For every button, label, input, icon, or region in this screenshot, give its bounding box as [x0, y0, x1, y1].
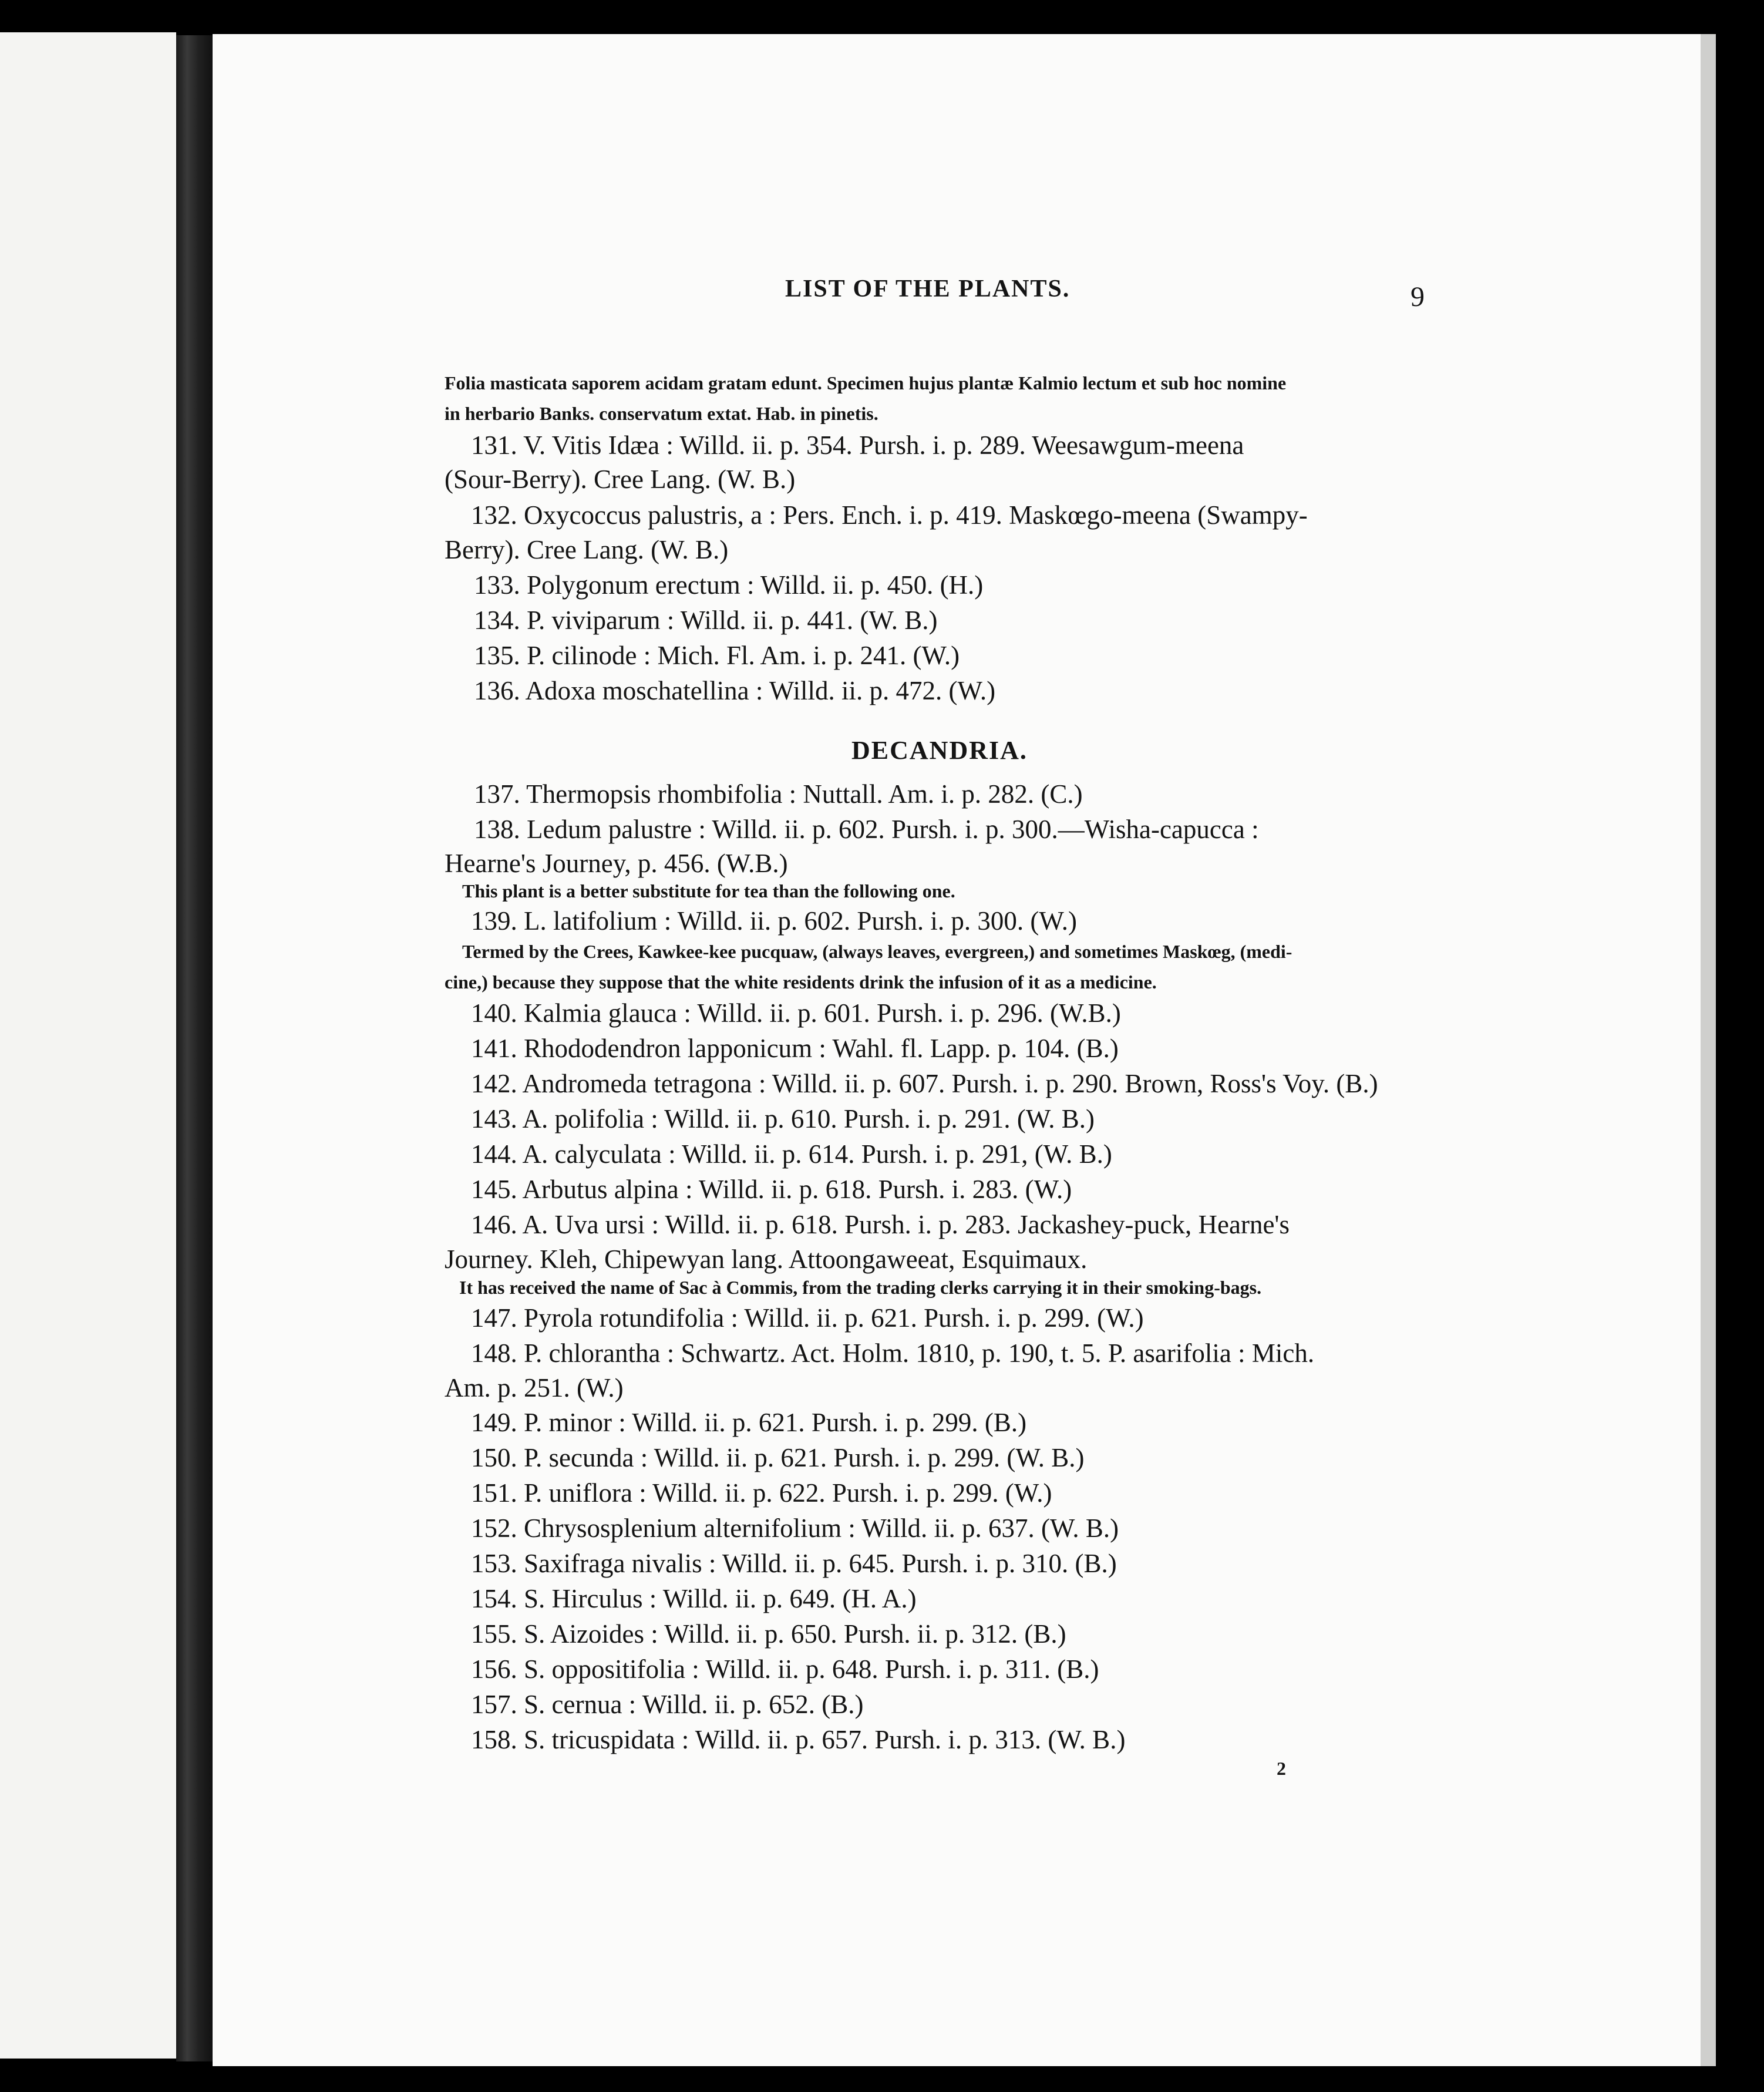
text-line: (Sour-Berry). Cree Lang. (W. B.)	[445, 465, 796, 494]
text-line: 137. Thermopsis rhombifolia : Nuttall. Am. i. p. 282. (C.)	[474, 779, 1083, 809]
text-line: cine,) because they suppose that the white residents drink the infusion of it as a medicine.	[445, 971, 1157, 993]
text-line: Journey. Kleh, Chipewyan lang. Attoongaweeat, Esquimaux.	[445, 1245, 1088, 1274]
text-line: 133. Polygonum erectum : Willd. ii. p. 450. (H.)	[474, 570, 984, 600]
text-line: 145. Arbutus alpina : Willd. ii. p. 618. Pursh. i. 283. (W.)	[471, 1175, 1072, 1204]
text-line: 147. Pyrola rotundifolia : Willd. ii. p. 621. Pursh. i. p. 299. (W.)	[471, 1303, 1144, 1333]
facing-page-edge	[0, 32, 176, 2059]
text-line: Berry). Cree Lang. (W. B.)	[445, 535, 729, 564]
text-line: 144. A. calyculata : Willd. ii. p. 614. Pursh. i. p. 291, (W. B.)	[471, 1139, 1112, 1169]
text-line: 142. Andromeda tetragona : Willd. ii. p. 607. Pursh. i. p. 290. Brown, Ross's Voy. (B.)	[471, 1069, 1378, 1098]
text-line: This plant is a better substitute for tea than the following one.	[462, 880, 955, 902]
text-line: 141. Rhododendron lapponicum : Wahl. fl. Lapp. p. 104. (B.)	[471, 1034, 1119, 1063]
book-gutter	[176, 35, 213, 2061]
text-line: 154. S. Hirculus : Willd. ii. p. 649. (H. A.)	[471, 1584, 917, 1613]
text-line: Hearne's Journey, p. 456. (W.B.)	[445, 849, 788, 878]
page-number: 9	[1410, 281, 1425, 312]
text-line: 156. S. oppositifolia : Willd. ii. p. 648. Pursh. i. p. 311. (B.)	[471, 1654, 1099, 1684]
text-line: 158. S. tricuspidata : Willd. ii. p. 657. Pursh. i. p. 313. (W. B.)	[471, 1725, 1126, 1754]
text-line: 139. L. latifolium : Willd. ii. p. 602. Pursh. i. p. 300. (W.)	[471, 906, 1077, 936]
text-line: 148. P. chlorantha : Schwartz. Act. Holm. 1810, p. 190, t. 5. P. asarifolia : Mich.	[471, 1338, 1315, 1368]
text-line: 151. P. uniflora : Willd. ii. p. 622. Pursh. i. p. 299. (W.)	[471, 1478, 1052, 1508]
text-line: 134. P. viviparum : Willd. ii. p. 441. (W. B.)	[474, 606, 938, 635]
text-line: 136. Adoxa moschatellina : Willd. ii. p. 472. (W.)	[474, 676, 996, 705]
text-line: Folia masticata saporem acidam gratam edunt. Specimen hujus plantæ Kalmio lectum et sub hoc nomine	[445, 372, 1287, 393]
signature-mark: 2	[1277, 1758, 1286, 1779]
text-line: 131. V. Vitis Idæa : Willd. ii. p. 354. Pursh. i. p. 289. Weesawgum-meena	[471, 430, 1244, 460]
text-line: 155. S. Aizoides : Willd. ii. p. 650. Pursh. ii. p. 312. (B.)	[471, 1619, 1066, 1649]
running-head	[213, 275, 1701, 322]
text-line: in herbario Banks. conservatum extat. Hab. in pinetis.	[445, 403, 878, 424]
text-line: 153. Saxifraga nivalis : Willd. ii. p. 645. Pursh. i. p. 310. (B.)	[471, 1549, 1117, 1578]
book-page	[213, 34, 1716, 2066]
text-line: 143. A. polifolia : Willd. ii. p. 610. Pursh. i. p. 291. (W. B.)	[471, 1104, 1095, 1134]
section-heading: DECANDRIA.	[851, 736, 1028, 765]
text-line: Termed by the Crees, Kawkee-kee pucquaw, (always leaves, evergreen,) and sometimes Maskœg, (medi-	[462, 941, 1292, 962]
text-line: 146. A. Uva ursi : Willd. ii. p. 618. Pursh. i. p. 283. Jackashey-puck, Hearne's	[471, 1210, 1290, 1239]
text-line: 149. P. minor : Willd. ii. p. 621. Pursh. i. p. 299. (B.)	[471, 1408, 1027, 1437]
text-line: 152. Chrysosplenium alternifolium : Willd. ii. p. 637. (W. B.)	[471, 1513, 1119, 1543]
running-title: LIST OF THE PLANTS.	[785, 275, 1070, 302]
page-text	[213, 34, 1701, 2066]
text-line: 132. Oxycoccus palustris, a : Pers. Ench. i. p. 419. Maskœgo-meena (Swampy-	[471, 500, 1308, 530]
text-line: Am. p. 251. (W.)	[445, 1373, 624, 1402]
text-line: 138. Ledum palustre : Willd. ii. p. 602. Pursh. i. p. 300.—Wisha-capucca :	[474, 815, 1259, 844]
text-line: 150. P. secunda : Willd. ii. p. 621. Pursh. i. p. 299. (W. B.)	[471, 1443, 1085, 1472]
text-line: It has received the name of Sac à Commis, from the trading clerks carrying it in their smoking-bags.	[459, 1277, 1262, 1298]
text-line: 135. P. cilinode : Mich. Fl. Am. i. p. 241. (W.)	[474, 641, 960, 670]
text-line: 140. Kalmia glauca : Willd. ii. p. 601. Pursh. i. p. 296. (W.B.)	[471, 998, 1121, 1028]
text-line: 157. S. cernua : Willd. ii. p. 652. (B.)	[471, 1690, 864, 1719]
